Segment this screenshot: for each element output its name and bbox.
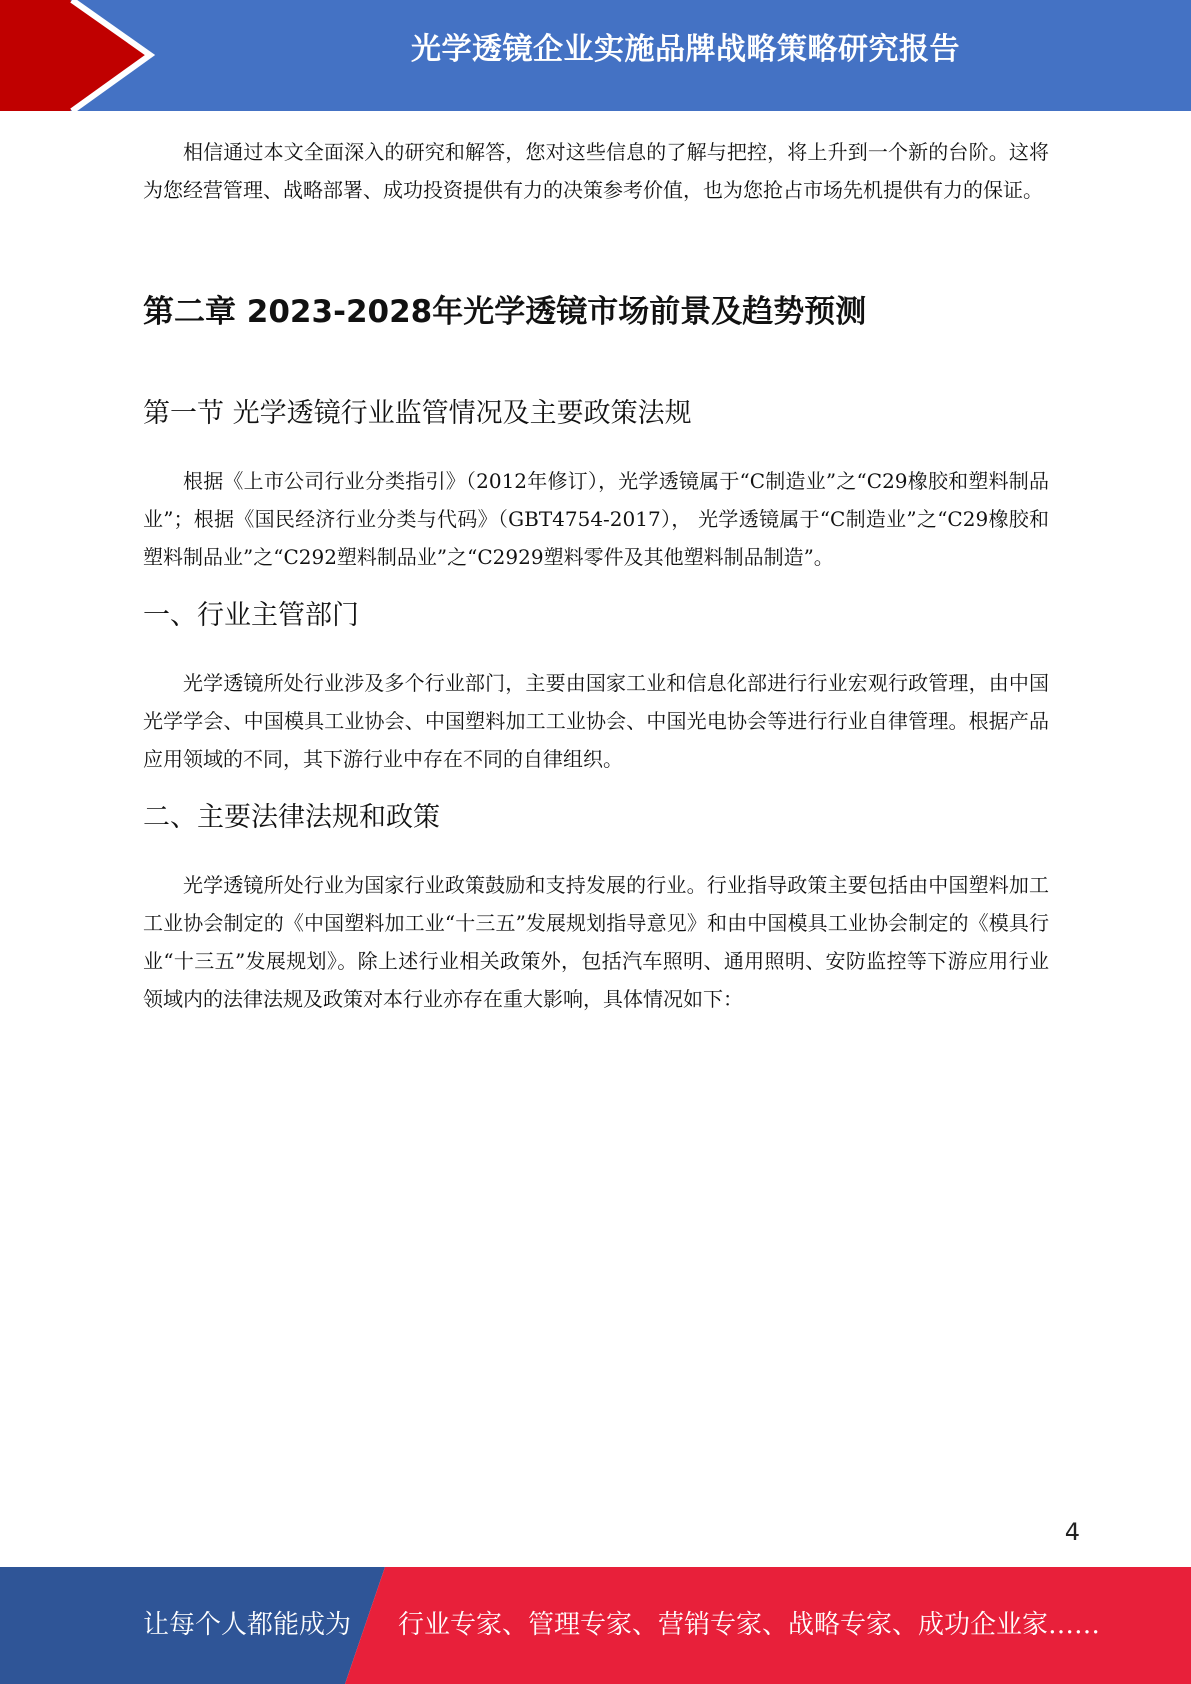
chapter-title: 第二章 2023-2028年光学透镜市场前景及趋势预测 bbox=[143, 294, 867, 330]
sub1-body bbox=[143, 664, 1049, 778]
chapter-block bbox=[143, 292, 1049, 332]
footer-slogan-left: 让每个人都能成为 bbox=[143, 1610, 352, 1640]
footer-slogan-right: 行业专家、管理专家、营销专家、战略专家、成功企业家…… bbox=[398, 1610, 1101, 1640]
report-title: 光学透镜企业实施品牌战略策略研究报告 bbox=[411, 32, 960, 67]
section1-paragraph: 根据《上市公司行业分类指引》（2012年修订），光学透镜属于“C制造业”之“C29橡胶和塑料制品业”；根据《国民经济行业分类与代码》（GBT4754-2017）， 光学透镜属于“C制造业”之“C29橡胶和塑料制品业”之“C292塑料制品业”之“C2929塑料零件及其他塑料制品制造”。 bbox=[143, 469, 1049, 569]
sub1-heading-block bbox=[143, 598, 1049, 634]
subsection-title-regulator: 一、行业主管部门 bbox=[143, 600, 359, 631]
intro-paragraph: 相信通过本文全面深入的研究和解答，您对这些信息的了解与把控，将上升到一个新的台阶。这将为您经营管理、战略部署、成功投资提供有力的决策参考价值，也为您抢占市场先机提供有力的保证。 bbox=[143, 140, 1049, 202]
intro-block bbox=[143, 133, 1049, 209]
sub2-body bbox=[143, 866, 1049, 1018]
page-number: 4 bbox=[1064, 1518, 1080, 1546]
footer-banner bbox=[0, 1567, 1191, 1684]
subsection-regulator-paragraph: 光学透镜所处行业涉及多个行业部门，主要由国家工业和信息化部进行行业宏观行政管理，由中国光学学会、中国模具工业协会、中国塑料加工工业协会、中国光电协会等进行行业自律管理。根据产品应用领域的不同，其下游行业中存在不同的自律组织。 bbox=[143, 671, 1049, 771]
subsection-title-laws: 二、主要法律法规和政策 bbox=[143, 802, 440, 833]
section1-block bbox=[143, 396, 1049, 432]
section-title: 第一节 光学透镜行业监管情况及主要政策法规 bbox=[143, 398, 692, 429]
section1-body bbox=[143, 462, 1049, 576]
header-banner bbox=[0, 0, 1191, 111]
subsection-laws-paragraph: 光学透镜所处行业为国家行业政策鼓励和支持发展的行业。行业指导政策主要包括由中国塑料加工工业协会制定的《中国塑料加工业“十三五”发展规划指导意见》和由中国模具工业协会制定的《模具行业“十三五”发展规划》。除上述行业相关政策外，包括汽车照明、通用照明、安防监控等下游应用行业领域内的法律法规及政策对本行业亦存在重大影响，具体情况如下： bbox=[143, 873, 1049, 1011]
sub2-heading-block bbox=[143, 800, 1049, 836]
